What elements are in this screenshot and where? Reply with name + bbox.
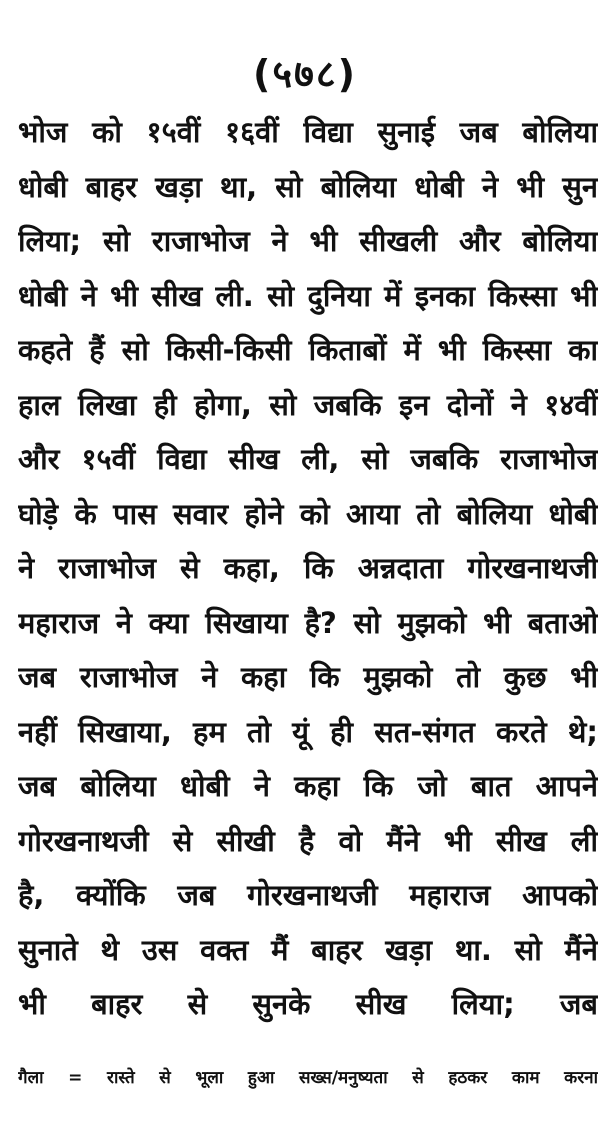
body-text	[18, 105, 598, 1032]
page-number: (५७८)	[252, 52, 357, 96]
text-line: है, क्योंकि जब गोरखनाथजी महाराज आपको	[18, 878, 598, 912]
footnote: गैला = रास्ते से भूला हुआ सख्स/मनुष्यता से हठकर काम करना	[18, 1068, 598, 1088]
text-line: जब बोलिया धोबी ने कहा कि जो बात आपने	[18, 769, 598, 803]
text-line: हाल लिखा ही होगा, सो जबकि इन दोनों ने १४वीं	[18, 387, 598, 422]
text-line: गोरखनाथजी से सीखी है वो मैंने भी सीख ली	[18, 823, 598, 858]
text-line: जब राजाभोज ने कहा कि मुझको तो कुछ भी	[18, 660, 598, 694]
text-line: लिया; सो राजाभोज ने भी सीखली और बोलिया	[18, 224, 598, 258]
text-line: कहते हैं सो किसी-किसी किताबों में भी किस्सा का	[18, 333, 598, 367]
text-line: सुनाते थे उस वक्त मैं बाहर खड़ा था. सो मैंने	[18, 932, 598, 967]
text-line: महाराज ने क्या सिखाया है? सो मुझको भी बताओ	[18, 605, 598, 640]
text-line: भोज को १५वीं १६वीं विद्या सुनाई जब बोलिया	[18, 115, 598, 149]
text-line: नहीं सिखाया, हम तो यूं ही सत-संगत करते थे;	[18, 714, 598, 749]
text-line: भी बाहर से सुनके सीख लिया; जब	[18, 987, 598, 1021]
text-line: और १५वीं विद्या सीख ली, सो जबकि राजाभोज	[18, 442, 598, 476]
text-line: ने राजाभोज से कहा, कि अन्नदाता गोरखनाथजी	[18, 551, 598, 585]
text-line: धोबी ने भी सीख ली. सो दुनिया में इनका किस्सा भी	[18, 278, 598, 313]
text-line: धोबी बाहर खड़ा था, सो बोलिया धोबी ने भी सुन	[18, 169, 598, 204]
text-line: घोड़े के पास सवार होने को आया तो बोलिया धोबी	[18, 496, 598, 531]
